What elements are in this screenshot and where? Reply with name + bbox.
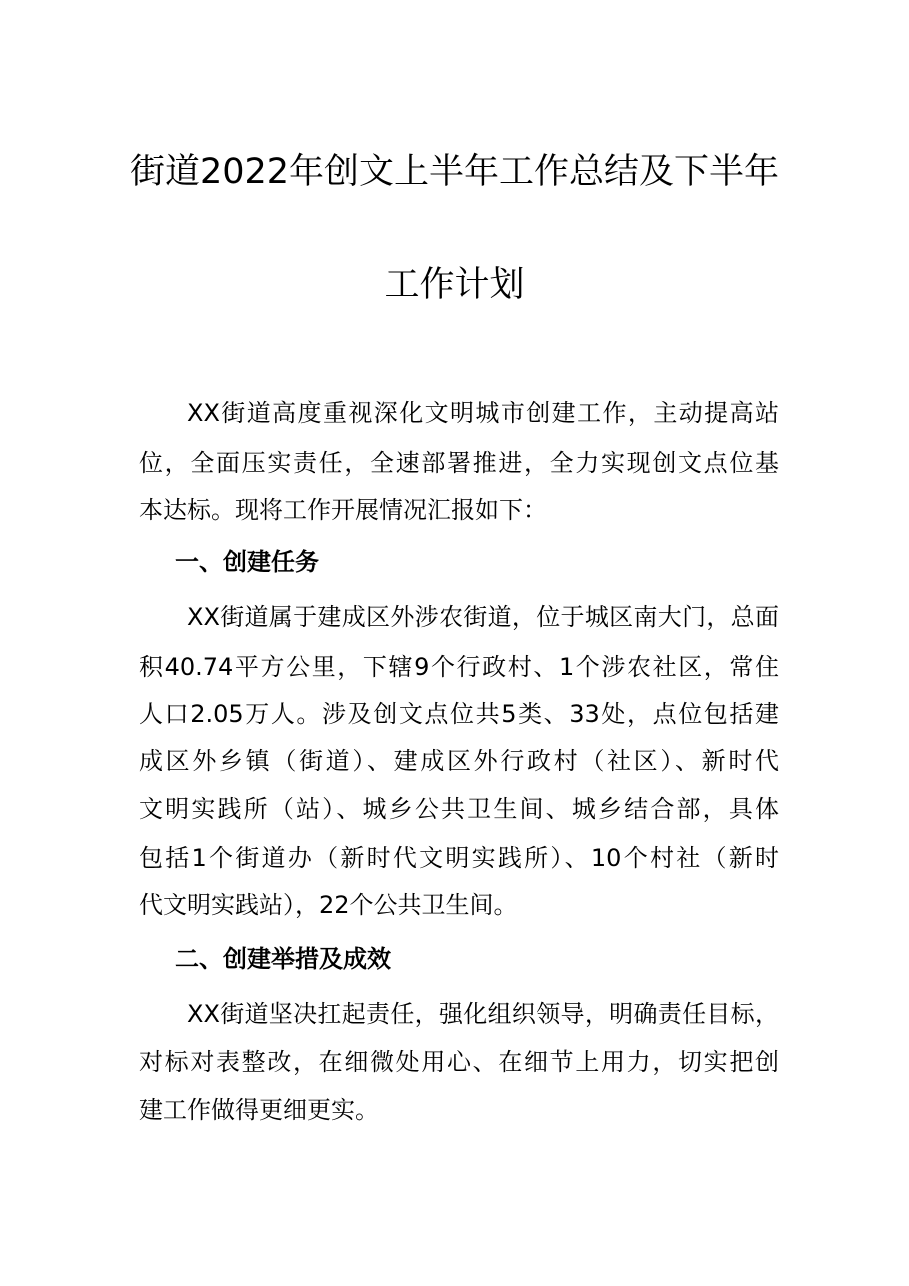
- section1-paragraph-line: 积40.74平方公里，下辖9个行政村、1个涉农社区，常住: [139, 653, 779, 681]
- section-heading-measures: 二、创建举措及成效: [175, 945, 391, 973]
- document-title-line-2: 工作计划: [384, 265, 525, 305]
- section1-paragraph-line: XX街道属于建成区外涉农街道，位于城区南大门，总面: [187, 603, 779, 631]
- section1-paragraph-line: 人口2.05万人。涉及创文点位共5类、33处，点位包括建: [139, 700, 779, 728]
- section-heading-tasks: 一、创建任务: [175, 548, 319, 576]
- section1-paragraph-line: 文明实践所（站）、城乡公共卫生间、城乡结合部，具体: [139, 795, 779, 823]
- section2-paragraph-line: 建工作做得更细更实。: [139, 1096, 379, 1124]
- intro-paragraph-line: XX街道高度重视深化文明城市创建工作，主动提高站: [187, 399, 779, 427]
- section2-paragraph-line: 对标对表整改，在细微处用心、在细节上用力，切实把创: [139, 1048, 779, 1076]
- section1-paragraph-line: 成区外乡镇（街道）、建成区外行政村（社区）、新时代: [139, 747, 779, 775]
- section1-paragraph-line: 包括1个街道办（新时代文明实践所）、10个村社（新时: [139, 844, 779, 872]
- intro-paragraph-line: 位，全面压实责任，全速部署推进，全力实现创文点位基: [139, 449, 779, 477]
- section2-paragraph-line: XX街道坚决扛起责任，强化组织领导，明确责任目标，: [187, 1000, 779, 1028]
- intro-paragraph-line: 本达标。现将工作开展情况汇报如下：: [139, 496, 547, 524]
- section1-paragraph-line: 代文明实践站），22个公共卫生间。: [139, 891, 518, 919]
- document-title-line-1: 街道2022年创文上半年工作总结及下半年: [129, 152, 780, 192]
